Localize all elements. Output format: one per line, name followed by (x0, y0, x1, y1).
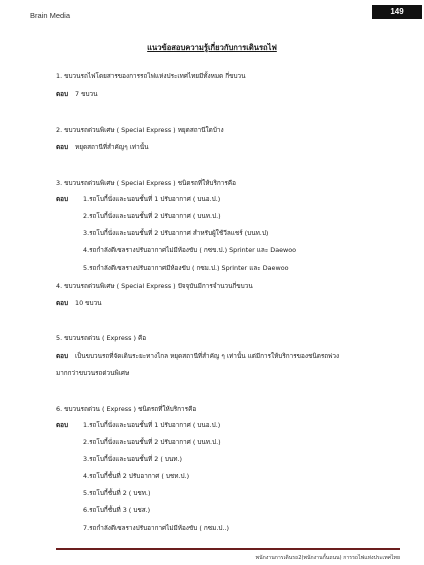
answer-label-3: ตอบ (56, 195, 69, 203)
footer-divider (56, 548, 400, 550)
question-5: 5. ขบวนรถด่วน ( Express ) คือ (56, 334, 147, 342)
answer-5-line-1: เป็นขบวนรถที่จัดเดินระยะทางไกล หยุดสถานีที่สำคัญ ๆ เท่านั้น แต่มีการให้บริการของชนิดรถพ่วง (75, 352, 340, 360)
question-4: 4. ขบวนรถด่วนพิเศษ ( Special Express ) ปัจจุบันมีการจำนวนกี่ขบวน (56, 282, 253, 290)
answer-3-item: 4.รถกำลังดีเซลรางปรับอากาศไม่มีห้องขับ ( กซข.ป.) Sprinter และ Daewoo (83, 246, 297, 254)
answer-1: 7 ขบวน (75, 90, 98, 98)
answer-6-item: 3.รถโบกี้นั่งและนอนชั้นที่ 2 ( บนท.) (83, 455, 183, 463)
answer-label-2: ตอบ (56, 143, 69, 151)
answer-label-4: ตอบ (56, 299, 69, 307)
brand-name: Brain Media (30, 11, 71, 20)
answer-6-item: 2.รถโบกี้นั่งและนอนชั้นที่ 2 ปรับอากาศ ( บนท.ป.) (83, 438, 221, 446)
answer-6-item: 7.รถกำลังดีเซลรางปรับอากาศไม่มีห้องขับ ( กซม.ป..) (83, 524, 229, 532)
answer-label-5: ตอบ (56, 352, 69, 360)
answer-label-1: ตอบ (56, 90, 69, 98)
question-2: 2. ขบวนรถด่วนพิเศษ ( Special Express ) หยุดสถานีใดบ้าง (56, 126, 224, 134)
answer-4: 10 ขบวน (75, 299, 102, 307)
answer-6-item: 5.รถโบกี้ชั้นที่ 2 ( บชท.) (83, 489, 151, 497)
answer-3-item: 3.รถโบกี้นั่งและนอนชั้นที่ 2 ปรับอากาศ สำหรับผู้ใช้วีลแชร์ (บนท.ป) (83, 229, 269, 237)
question-3: 3. ขบวนรถด่วนพิเศษ ( Special Express ) ชนิดรถที่ให้บริการคือ (56, 179, 236, 187)
answer-6-item: 4.รถโบกี้ชั้นที่ 2 ปรับอากาศ ( บชท.ป.) (83, 472, 190, 480)
answer-3-item: 2.รถโบกี้นั่งและนอนชั้นที่ 2 ปรับอากาศ ( บนท.ป.) (83, 212, 221, 220)
question-1: 1. ขบวนรถไฟโดยสารของการรถไฟแห่งประเทศไทยมีทั้งหมด กี่ขบวน (56, 72, 246, 80)
footer-text: พนักงานการเดินรถ2(พนักงานกั้นถนน) การรถไฟแห่งประเทศไทย (255, 555, 400, 561)
answer-6-item: 6.รถโบกี้ชั้นที่ 3 ( บชส.) (83, 506, 151, 514)
answer-2: หยุดสถานีที่สำคัญๆ เท่านั้น (75, 143, 149, 151)
answer-6-item: 1.รถโบกี้นั่งและนอนชั้นที่ 1 ปรับอากาศ ( บนอ.ป.) (83, 421, 221, 429)
answer-label-6: ตอบ (56, 421, 69, 429)
question-6: 6. ขบวนรถด่วน ( Express ) ชนิดรถที่ให้บริการคือ (56, 405, 197, 413)
page-title: แนวข้อสอบความรู้เกี่ยวกับการเดินรถไฟ (147, 43, 277, 52)
answer-5-line-2: มากกว่าขบวนรถด่วนพิเศษ (56, 369, 130, 377)
answer-3-item: 1.รถโบกี้นั่งและนอนชั้นที่ 1 ปรับอากาศ ( บนอ.ป.) (83, 195, 221, 203)
page-number-badge: 149 (372, 5, 422, 19)
answer-3-item: 5.รถกำลังดีเซลรางปรับอากาศมีห้องขับ ( กซม.ป.) Sprinter และ Daewoo (83, 264, 289, 272)
